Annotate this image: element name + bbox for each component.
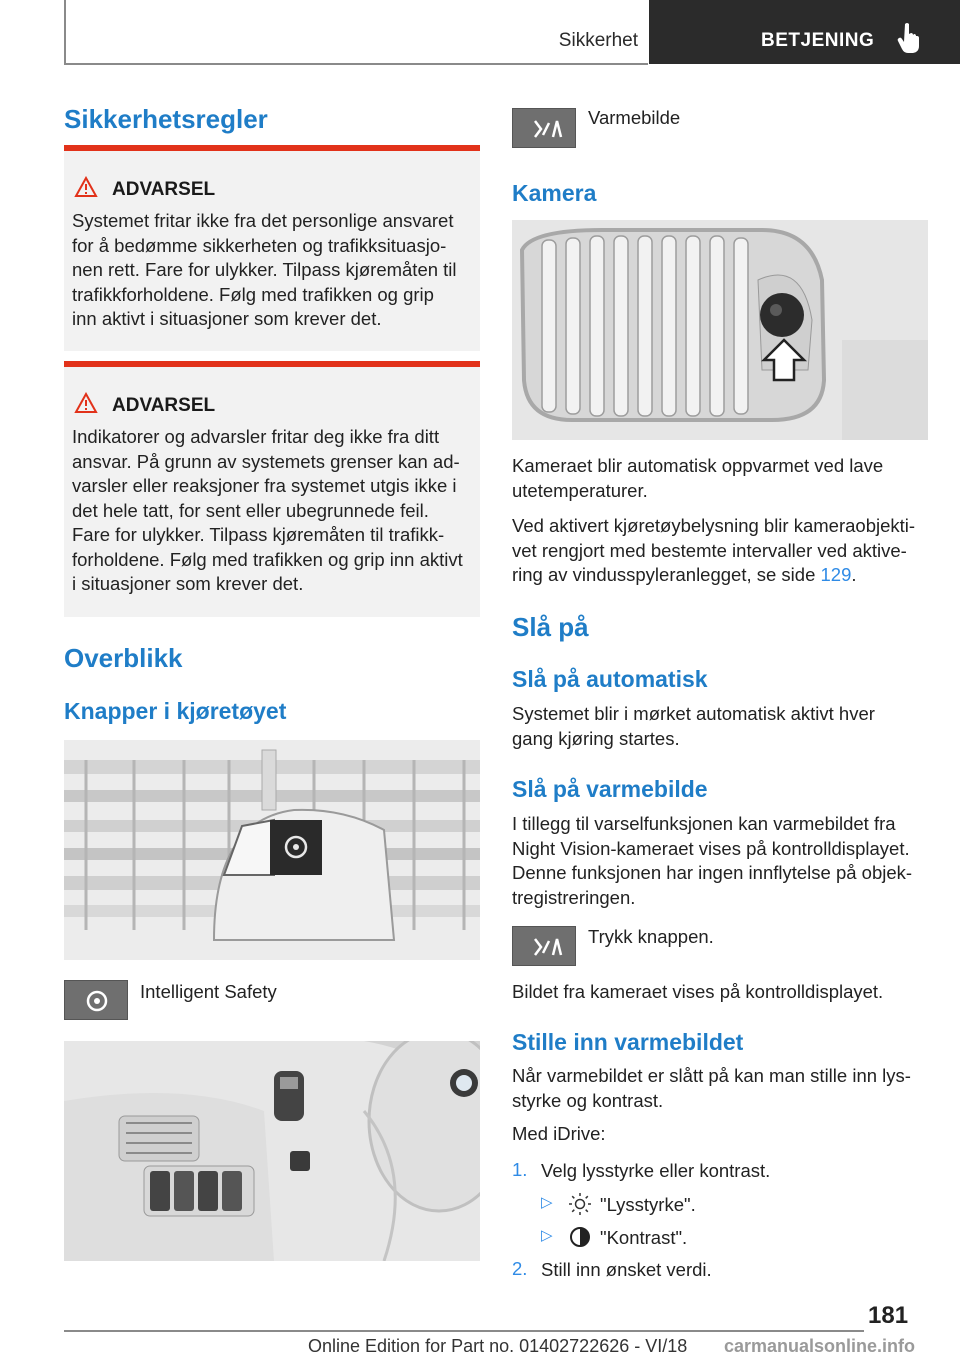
- header-chapter-label: BETJENING: [761, 30, 875, 51]
- paragraph-line: Ved aktivert kjøretøybelysning blir kameraobjekti-: [512, 515, 916, 536]
- substep-text: "Lysstyrke".: [600, 1194, 696, 1215]
- page-link[interactable]: 129: [820, 564, 852, 585]
- warning-line: Indikatorer og advarsler fritar deg ikke fra ditt: [72, 426, 440, 447]
- intelligent-safety-button-icon: [64, 980, 128, 1020]
- warning-triangle-icon: [74, 392, 98, 414]
- safety-rules-title: Sikkerhetsregler: [64, 104, 268, 134]
- camera-cleaning-text: [512, 514, 942, 588]
- warning-line: varsler eller reaksjoner fra systemet utgis ikke i: [72, 475, 457, 496]
- paragraph-line: I tillegg til varselfunksjonen kan varmebildet fra: [512, 813, 896, 834]
- pointing-hand-icon: [897, 22, 921, 54]
- footer-rule: [64, 1330, 864, 1332]
- switch-on-thermal-title: Slå på varmebilde: [512, 776, 708, 802]
- warning-label: ADVARSEL: [112, 179, 216, 200]
- step-text: Still inn ønsket verdi.: [541, 1259, 712, 1280]
- edition-text: Online Edition for Part no. 01402722626 - VI/18: [308, 1336, 688, 1356]
- thermal-image-label: Varmebilde: [588, 107, 681, 128]
- header-section-title: Sikkerhet: [558, 30, 638, 51]
- thermal-text: [512, 812, 942, 910]
- paragraph-text: ring av vindusspyleranlegget, se side: [512, 564, 821, 585]
- warning-box-1: [64, 145, 480, 351]
- header-left-rule: [64, 0, 66, 64]
- warning-line: Fare for ulykker. Tilpass kjøremåten til trafikk-: [72, 524, 445, 545]
- warning-line: inn aktivt i situasjoner som krever det.: [72, 308, 382, 329]
- warning-box-2: [64, 361, 480, 617]
- with-idrive-text: Med iDrive:: [512, 1123, 606, 1144]
- watermark-text: carmanualsonline.info: [724, 1336, 916, 1356]
- camera-location-photo: [512, 220, 928, 440]
- paragraph-line: utetemperaturer.: [512, 479, 648, 501]
- paragraph-line: vet rengjort med bestemte intervaller ved aktive-: [512, 539, 907, 561]
- warning-line: forholdene. Følg med trafikken og grip inn aktivt: [72, 548, 463, 570]
- thermal-image-button-icon: [512, 108, 576, 148]
- switch-on-auto-title: Slå på automatisk: [512, 666, 708, 692]
- warning-text: [72, 425, 476, 597]
- warning-triangle-icon: [74, 176, 98, 198]
- intelligent-safety-label: Intelligent Safety: [140, 981, 277, 1002]
- warning-line: det hele tatt, for sent eller ubegrunnede feil.: [72, 499, 429, 521]
- step-number: 1.: [512, 1159, 528, 1180]
- warning-line: for å bedømme sikkerheten og trafikksituasjo-: [72, 234, 447, 256]
- warning-line: nen rett. Fare for ulykker. Tilpass kjøremåten til: [72, 259, 457, 280]
- substep-marker: ▷: [541, 1194, 553, 1211]
- warning-line: Systemet fritar ikke fra det personlige ansvaret: [72, 210, 454, 231]
- camera-title: Kamera: [512, 180, 597, 206]
- overview-title: Overblikk: [64, 643, 183, 673]
- brightness-icon: [568, 1192, 592, 1216]
- page-number: 181: [868, 1302, 909, 1329]
- adjust-thermal-title: Stille inn varmebildet: [512, 1029, 744, 1055]
- step-text: Velg lysstyrke eller kontrast.: [541, 1160, 771, 1181]
- warning-text: [72, 209, 476, 332]
- warning-line: ansvar. På grunn av systemets grenser kan ad-: [72, 450, 460, 472]
- step-number: 2.: [512, 1258, 528, 1279]
- header-chapter-tab[interactable]: [649, 0, 960, 64]
- paragraph-line: Kameraet blir automatisk oppvarmet ved lave: [512, 455, 884, 476]
- camera-heating-text: [512, 454, 932, 503]
- adjust-text: [512, 1064, 942, 1113]
- paragraph-line: gang kjøring startes.: [512, 727, 680, 749]
- warning-label: ADVARSEL: [112, 395, 216, 416]
- paragraph-text: .: [851, 564, 857, 585]
- substep-marker: ▷: [541, 1227, 553, 1244]
- paragraph-line: Når varmebildet er slått på kan man stille inn lys-: [512, 1065, 911, 1086]
- buttons-in-vehicle-title: Knapper i kjøretøyet: [64, 698, 287, 724]
- paragraph-line: styrke og kontrast.: [512, 1089, 664, 1111]
- paragraph-line: tregistreringen.: [512, 886, 636, 908]
- warning-line: i situasjoner som krever det.: [72, 573, 304, 594]
- dashboard-button-photo: [64, 1041, 480, 1261]
- switch-on-title: Slå på: [512, 612, 589, 642]
- header-bottom-rule: [64, 63, 648, 65]
- thermal-image-button-icon: [512, 926, 576, 966]
- press-button-text: Trykk knappen.: [588, 926, 714, 947]
- paragraph-line: Systemet blir i mørket automatisk aktivt hver: [512, 703, 875, 724]
- paragraph-line: [512, 563, 942, 588]
- grille-button-photo: [64, 740, 480, 960]
- auto-text: [512, 702, 932, 751]
- substep-text: "Kontrast".: [600, 1227, 688, 1248]
- warning-line: trafikkforholdene. Følg med trafikken og grip: [72, 283, 434, 305]
- image-shown-text: Bildet fra kameraet vises på kontrolldisplayet.: [512, 981, 884, 1002]
- contrast-icon: [568, 1225, 592, 1249]
- paragraph-line: Night Vision-kameraet vises på kontrolldisplayet.: [512, 837, 910, 859]
- paragraph-line: Denne funksjonen har ingen innflytelse på objek-: [512, 862, 913, 883]
